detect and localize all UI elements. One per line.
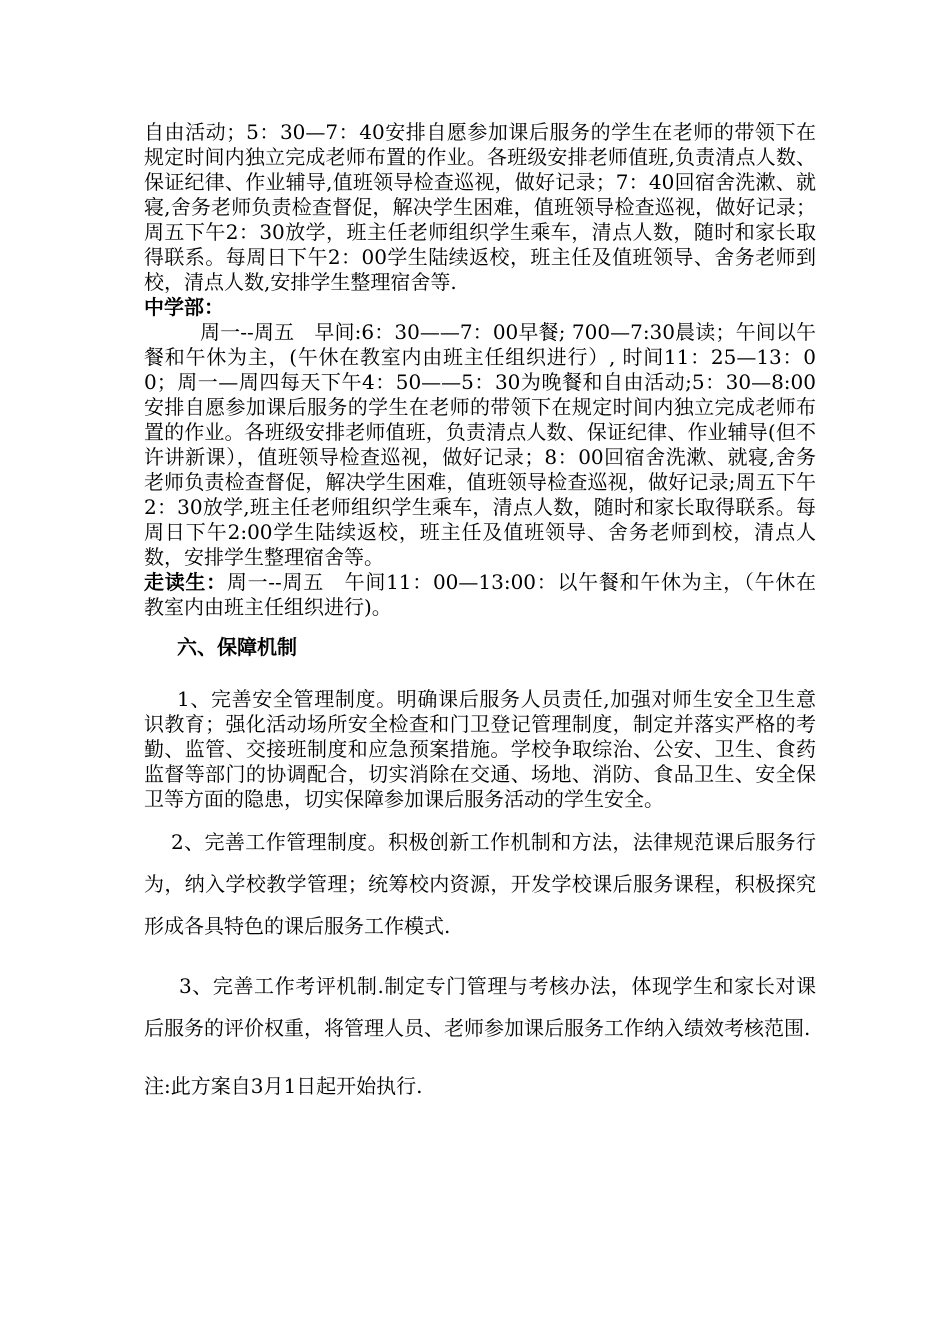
section-title-guarantee: 六、保障机制 bbox=[177, 635, 297, 659]
label-day-students: 走读生： bbox=[144, 570, 227, 594]
note-effective-date: 注:此方案自3月1日起开始执行. bbox=[144, 1074, 423, 1098]
guarantee-item-2: 2、完善工作管理制度。积极创新工作机制和方法，法律规范课后服务行为，纳入学校教学管理；统筹校内资源，开发学校课后服务课程，积极探究形成各具特色的课后服务工作模式. bbox=[144, 830, 816, 938]
paragraph-day-students bbox=[144, 570, 816, 620]
label-middle-school: 中学部： bbox=[144, 295, 224, 319]
day-students-text: 周一--周五 午间11：00—13:00：以午餐和午休为主，（午休在教室内由班主任组织进行)。 bbox=[144, 570, 816, 619]
paragraph-middle-school bbox=[144, 295, 816, 320]
document-page bbox=[144, 120, 816, 1104]
guarantee-item-3: 3、完善工作考评机制.制定专门管理与考核办法，体现学生和家长对课后服务的评价权重，将管理人员、老师参加课后服务工作纳入绩效考核范围. bbox=[144, 974, 816, 1040]
paragraph-boarding-schedule: 自由活动；5：30—7：40安排自愿参加课后服务的学生在老师的带领下在规定时间内独立完成老师布置的作业。各班级安排老师值班,负责清点人数、保证纪律、作业辅导,值班领导检查巡视，做好记录；7：40回宿舍洗漱、就寝,舍务老师负责检查督促，解决学生困难，值班领导检查巡视，做好记录；周五下午2：30放学，班主任老师组织学生乘车，清点人数，随时和家长取得联系。每周日下午2：00学生陆续返校，班主任及值班领导、舍务老师到校，清点人数,安排学生整理宿舍等. bbox=[144, 120, 816, 294]
guarantee-item-1: 1、完善安全管理制度。明确课后服务人员责任,加强对师生安全卫生意识教育；强化活动场所安全检查和门卫登记管理制度，制定并落实严格的考勤、监管、交接班制度和应急预案措施。学校争取综治、公安、卫生、食药监督等部门的协调配合，切实消除在交通、场地、消防、食品卫生、安全保卫等方面的隐患，切实保障参加课后服务活动的学生安全。 bbox=[144, 687, 816, 811]
paragraph-middle-school-schedule: 周一--周五 早间:6：30——7：00早餐; 700—7:30晨读；午间以午餐和午休为主，(午休在教室内由班主任组织进行）, 时间11：25—13：00；周一—周四每天下午4：50——5：30为晚餐和自由活动;5：30—8:00安排自愿参加课后服务的学生在老师的带领下在规定时间内独立完成老师布置的作业。各班级安排老师值班，负责清点人数、保证纪律、作业辅导(但不许讲新课），值班领导检查巡视，做好记录；8：00回宿舍洗漱、就寝,舍务老师负责检查督促，解决学生困难，值班领导检查巡视，做好记录;周五下午2：30放学,班主任老师组织学生乘车，清点人数，随时和家长取得联系。每周日下午2:00学生陆续返校，班主任及值班领导、舍务老师到校，清点人数，安排学生整理宿舍等。 bbox=[144, 320, 816, 569]
